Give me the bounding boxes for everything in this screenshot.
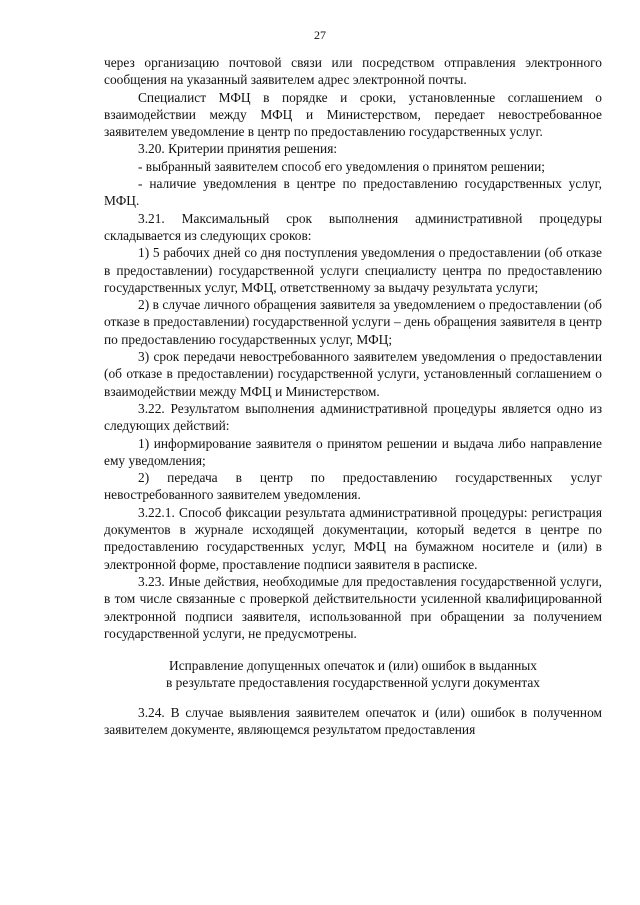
paragraph: 3.21. Максимальный срок выполнения административной процедуры складывается из следующих сроков: — [104, 210, 602, 243]
document-body — [104, 54, 602, 738]
list-item: - наличие уведомления в центре по предоставлению государственных услуг, МФЦ. — [104, 176, 602, 209]
section-heading — [104, 657, 602, 692]
list-item: 1) 5 рабочих дней со дня поступления уведомления о предоставлении (об отказе в предоставлении) государственной услуги специалисту центра по предоставлению государственных услуг, МФЦ, ответственному за выдачу результата услуги; — [104, 245, 602, 295]
list-item: - выбранный заявителем способ его уведомления о принятом решении; — [138, 158, 545, 174]
paragraph: 3.24. В случае выявления заявителем опечаток и (или) ошибок в полученном заявителем документе, являющемся результатом предоставления — [104, 704, 602, 737]
section-heading-line: Исправление допущенных опечаток и (или) ошибок в выданных — [169, 658, 537, 674]
paragraph: 3.22. Результатом выполнения административной процедуры является одно из следующих действий: — [104, 400, 602, 434]
section-heading-line: в результате предоставления государственной услуги документах — [166, 675, 540, 691]
page-number: 27 — [314, 28, 326, 42]
list-item: 2) передача в центр по предоставлению государственных услуг невостребованного заявителем уведомления. — [104, 470, 602, 503]
list-item: 3) срок передачи невостребованного заявителем уведомления о предоставлении (об отказе в предоставлении) государственной услуги, установленный соглашением о взаимодействии между МФЦ и Министерством. — [104, 349, 602, 399]
paragraph: через организацию почтовой связи или посредством отправления электронного сообщения на указанный заявителем адрес электронной почты. — [104, 55, 602, 88]
list-item: 2) в случае личного обращения заявителя за уведомлением о предоставлении (об отказе в предоставлении) государственной услуги – день обращения заявителя в центр по предоставлению государственных услуг, МФЦ; — [104, 297, 602, 347]
paragraph: 3.22.1. Способ фиксации результата административной процедуры: регистрация документов в журнале исходящей документации, который ведется в центре по предоставлению государственных услуг, МФЦ на бумажном носителе и (или) в электронной форме, проставление подписи заявителя в расписке. — [104, 504, 602, 572]
paragraph: Специалист МФЦ в порядке и сроки, установленные соглашением о взаимодействии между МФЦ и Министерством, передает невостребованное заявителем уведомление в центр по предоставлению государственных услуг. — [104, 89, 602, 140]
paragraph: 3.23. Иные действия, необходимые для предоставления государственной услуги, в том числе связанные с проверкой действительности усиленной квалифицированной электронной подписи заявителя, использованной при обращении за получением государственной услуги, не предусмотрены. — [104, 573, 602, 641]
list-item: 1) информирование заявителя о принятом решении и выдача либо направление ему уведомления; — [104, 435, 602, 468]
paragraph: 3.20. Критерии принятия решения: — [138, 141, 338, 157]
